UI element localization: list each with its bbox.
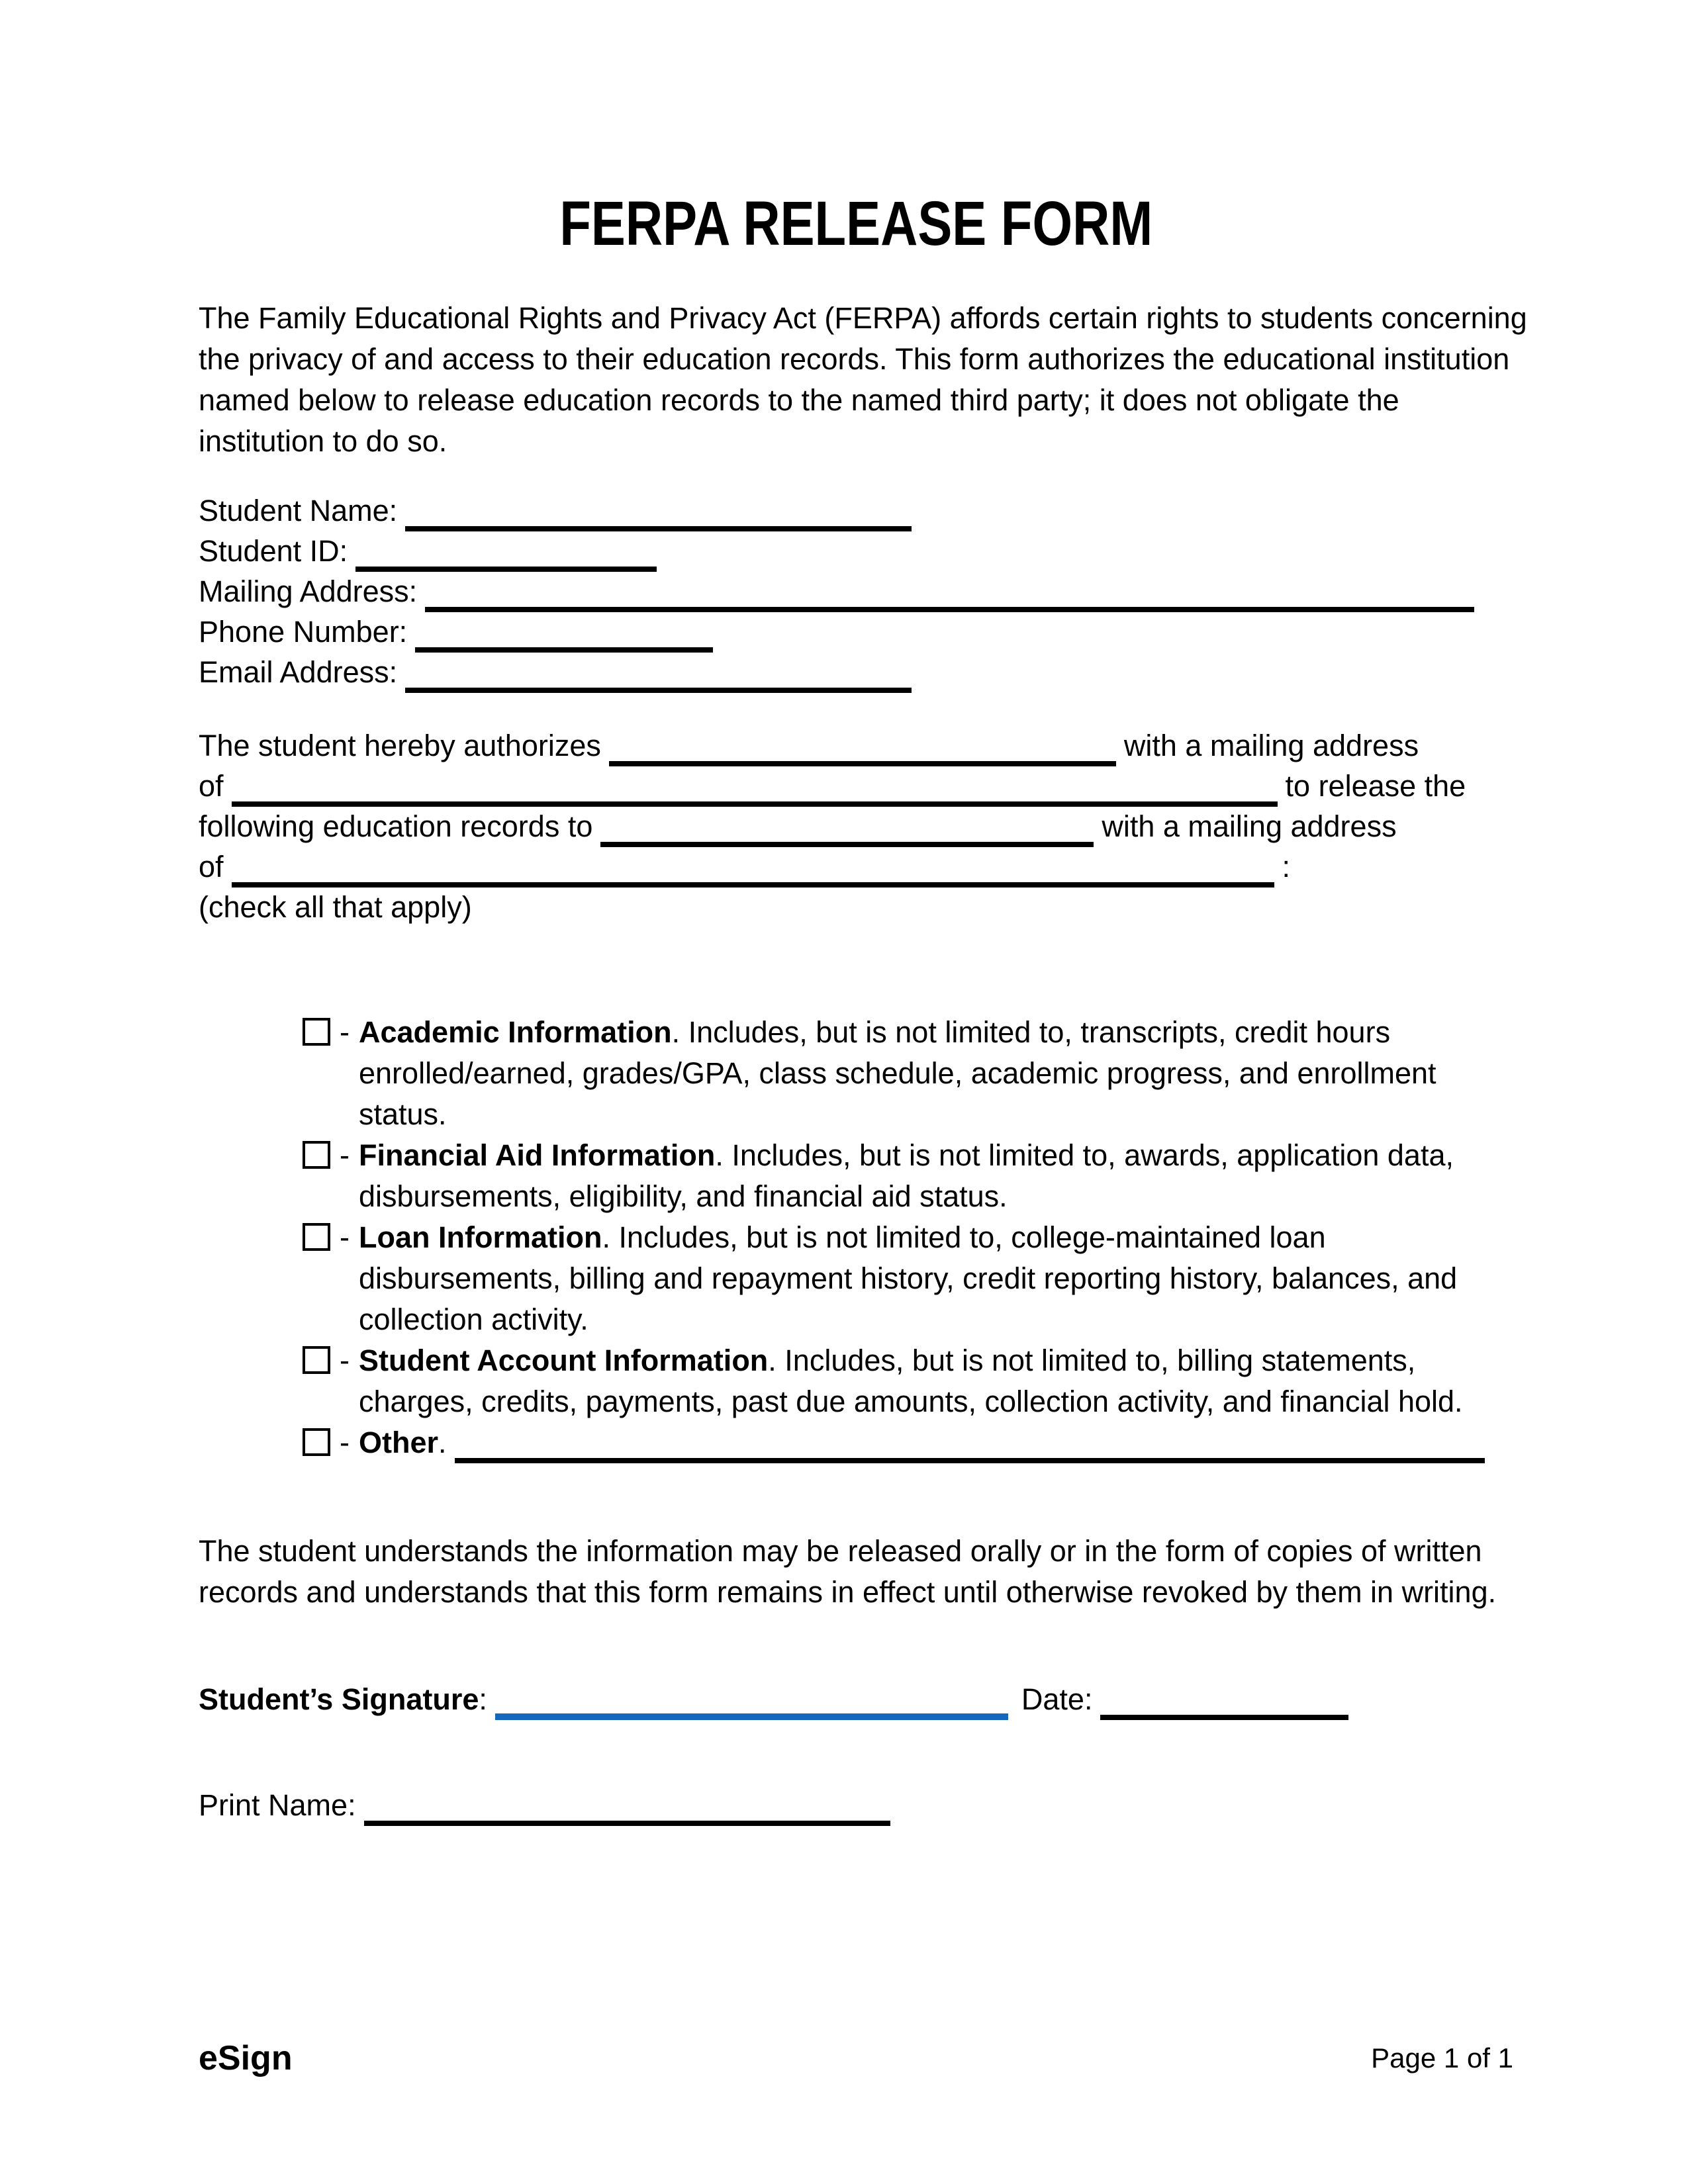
item-dash: -	[340, 1015, 350, 1049]
student-name-blank[interactable]	[405, 526, 912, 531]
item-text-other	[359, 1422, 1513, 1463]
footer	[199, 2040, 1513, 2077]
checklist-item-financial-aid	[303, 1135, 1513, 1217]
auth-line-3	[199, 807, 1513, 847]
checkbox-other[interactable]	[303, 1428, 330, 1456]
signature-colon: :	[479, 1682, 487, 1716]
intro-paragraph: The Family Educational Rights and Privacy Act (FERPA) affords certain rights to students concerning the privacy of and access to their education records. This form authorizes the educational institution named below to release education records to the named third party; it does not obligate the institution to do so.	[199, 301, 1527, 458]
checkbox-student-account-information[interactable]	[303, 1346, 330, 1374]
auth-line-1	[199, 726, 1513, 766]
auth-line-2	[199, 766, 1513, 807]
closing-paragraph: The student understands the information may be released orally or in the form of copies of written records and understands that this form remains in effect until otherwise revoked by them in writing.	[199, 1534, 1497, 1609]
print-name-blank[interactable]	[364, 1821, 890, 1826]
other-blank[interactable]	[455, 1458, 1485, 1463]
print-name-label: Print Name:	[199, 1788, 356, 1822]
checklist-item-academic	[303, 1012, 1513, 1135]
item-text-academic	[359, 1012, 1513, 1135]
auth-line-1-post: with a mailing address	[1123, 729, 1419, 762]
email-address-blank[interactable]	[405, 688, 912, 693]
checklist-item-loan	[303, 1217, 1513, 1340]
item-dash: -	[340, 1220, 350, 1254]
checkbox-academic-information[interactable]	[303, 1018, 330, 1046]
records-checklist	[199, 1012, 1513, 1463]
item-desc-other: .	[438, 1426, 447, 1459]
item-label-student-account: Student Account Information	[359, 1343, 769, 1377]
student-name-label: Student Name:	[199, 494, 398, 527]
student-id-label: Student ID:	[199, 534, 348, 568]
third-party-blank[interactable]	[600, 842, 1094, 847]
auth-line-2-post: to release the	[1285, 769, 1466, 803]
email-address-label: Email Address:	[199, 655, 398, 689]
checklist-item-other	[303, 1422, 1513, 1463]
page-number: Page 1 of 1	[1371, 2042, 1513, 2073]
brand-esign: eSign	[199, 2039, 293, 2077]
institution-address-blank[interactable]	[232, 801, 1278, 807]
item-dash: -	[340, 1138, 350, 1172]
auth-line-2-pre: of	[199, 769, 224, 803]
page-content	[199, 0, 1527, 1826]
item-label-academic: Academic Information	[359, 1015, 672, 1049]
field-row-student-id	[199, 531, 1513, 572]
auth-line-3-post: with a mailing address	[1102, 809, 1397, 843]
authorized-institution-blank[interactable]	[609, 761, 1116, 766]
date-label: Date:	[1021, 1682, 1093, 1716]
form-title	[199, 0, 1513, 257]
item-label-loan: Loan Information	[359, 1220, 602, 1254]
signature-label: Student’s Signature	[199, 1682, 479, 1716]
signature-blank[interactable]	[495, 1713, 1008, 1720]
item-text-loan	[359, 1217, 1513, 1340]
item-dash: -	[340, 1343, 350, 1377]
item-desc-loan: . Includes, but is not limited to, college-maintained loan disbursements, billing and repayment history, credit reporting history, balances, and collection activity.	[359, 1220, 1458, 1336]
item-desc-academic: . Includes, but is not limited to, transcripts, credit hours enrolled/earned, grades/GPA, class schedule, academic progress, and enrollment status.	[359, 1015, 1436, 1131]
item-desc-student-account: . Includes, but is not limited to, billing statements, charges, credits, payments, past due amounts, collection activity, and financial hold.	[359, 1343, 1463, 1418]
auth-line-4-pre: of	[199, 850, 224, 884]
field-row-phone-number	[199, 612, 1513, 653]
phone-number-label: Phone Number:	[199, 615, 408, 649]
phone-number-blank[interactable]	[415, 647, 713, 653]
student-id-blank[interactable]	[355, 567, 657, 572]
field-row-student-name	[199, 491, 1513, 531]
item-label-financial-aid: Financial Aid Information	[359, 1138, 716, 1172]
item-text-financial-aid	[359, 1135, 1513, 1217]
auth-line-4	[199, 847, 1513, 887]
check-all-note: (check all that apply)	[199, 890, 472, 924]
checkbox-financial-aid-information[interactable]	[303, 1141, 330, 1169]
item-text-student-account	[359, 1340, 1513, 1422]
print-name-row	[199, 1785, 1513, 1826]
signature-row	[199, 1679, 1513, 1720]
field-row-email-address	[199, 653, 1513, 693]
item-desc-financial-aid: . Includes, but is not limited to, awards, application data, disbursements, eligibility, and financial aid status.	[359, 1138, 1454, 1213]
authorization-paragraph	[199, 726, 1513, 927]
mailing-address-blank[interactable]	[425, 607, 1474, 612]
auth-line-1-pre: The student hereby authorizes	[199, 729, 601, 762]
item-dash: -	[340, 1426, 350, 1459]
auth-line-3-pre: following education records to	[199, 809, 593, 843]
form-title-text: FERPA RELEASE FORM	[559, 189, 1153, 259]
mailing-address-label: Mailing Address:	[199, 574, 418, 608]
field-row-mailing-address	[199, 572, 1513, 612]
third-party-address-blank[interactable]	[232, 882, 1274, 887]
checkbox-loan-information[interactable]	[303, 1223, 330, 1251]
auth-line-4-post: :	[1282, 850, 1291, 884]
date-blank[interactable]	[1100, 1715, 1348, 1720]
checklist-item-student-account	[303, 1340, 1513, 1422]
item-label-other: Other	[359, 1426, 439, 1459]
student-info-fields	[199, 491, 1513, 693]
